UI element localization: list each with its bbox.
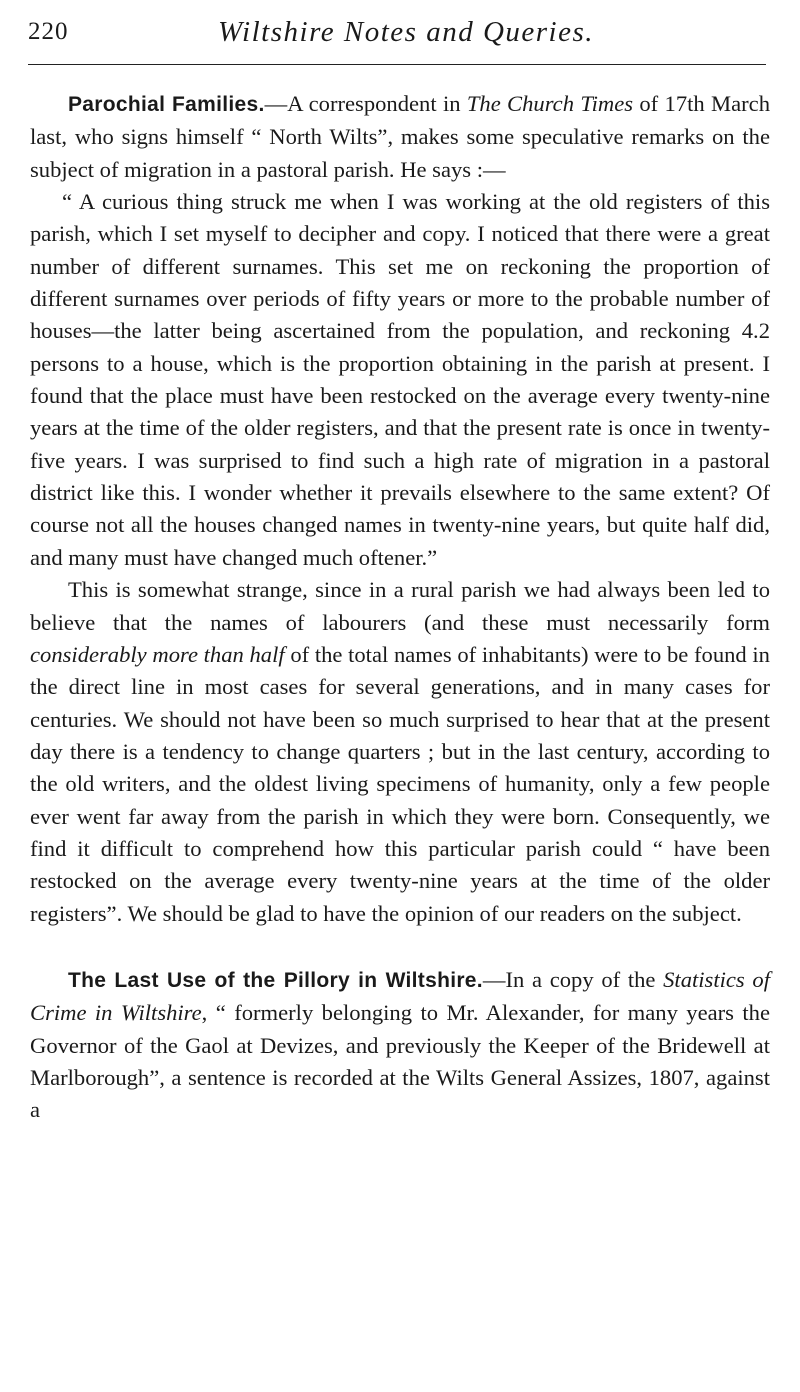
- running-title: Wiltshire Notes and Queries.: [218, 16, 595, 48]
- intro-text: of 17th March last, who signs himself “ North Wilts”, makes some speculative remarks on the subject of migration in a pastoral parish. He says :—: [30, 91, 770, 182]
- article-heading: The Last Use of the Pillory in Wiltshire.: [68, 968, 483, 992]
- article-heading: Parochial Families.: [68, 93, 265, 116]
- section-gap: [30, 930, 770, 964]
- publication-title: Statistics of Crime in Wiltshire: [30, 966, 770, 1026]
- intro-dash-text: —In a copy of the: [482, 966, 664, 992]
- intro-dash-text: —A correspondent in: [264, 91, 467, 116]
- article-text: , “ formerly belonging to Mr. Alexander, for many years the Governor of the Gaol at Devizes, and previously the Keeper of the Bridewell at Marlborough”, a sentence is recorded at the Wilts General Assizes, 1807, against a: [30, 1000, 770, 1123]
- article-pillory-intro: [30, 964, 770, 1127]
- editorial-comment: [30, 574, 770, 930]
- comment-text-start: This is somewhat strange, since in a rural parish we had always been led to believe that the names of labourers (and these must necessarily form: [30, 577, 770, 635]
- page-body: [30, 88, 770, 1127]
- page-header: [28, 14, 766, 54]
- correspondent-quote: “ A curious thing struck me when I was working at the old registers of this parish, which I set myself to decipher and copy. I noticed that there were a great number of different surnames. This set me on reckoning the proportion of different surnames over periods of fifty years or more to the probable number of houses—the latter being ascertained from the population, and reckoning 4.2 persons to a house, which is the proportion obtaining in the parish at present. I found that the place must have been restocked on the average every twenty-nine years at the time of the older registers, and that the present rate is once in twenty-five years. I was surprised to find such a high rate of migration in a pastoral district like this. I wonder whether it prevails elsewhere to the same extent? Of course not all the houses changed names in twenty-nine years, but quite half did, and many must have changed much oftener.”: [30, 189, 770, 570]
- comment-emphasis: considerably more than half: [30, 641, 285, 667]
- publication-title: The Church Times: [466, 91, 634, 116]
- comment-text-end: of the total names of inhabitants) were to be found in the direct line in most cases for several generations, and in many cases for centuries. We should not have been so much surprised to hear that at the present day there is a tendency to change quarters ; but in the last century, according to the old writers, and the oldest living specimens of humanity, only a few people ever went far away from the parish in which they were born. Consequently, we find it difficult to comprehend how this particular parish could “ have been restocked on the average every twenty-nine years at the time of the older registers”. We should be glad to have the opinion of our readers on the subject.: [30, 641, 770, 926]
- page-number: 220: [28, 18, 69, 45]
- header-rule: [28, 64, 766, 65]
- article-parochial-families-intro: [30, 88, 770, 186]
